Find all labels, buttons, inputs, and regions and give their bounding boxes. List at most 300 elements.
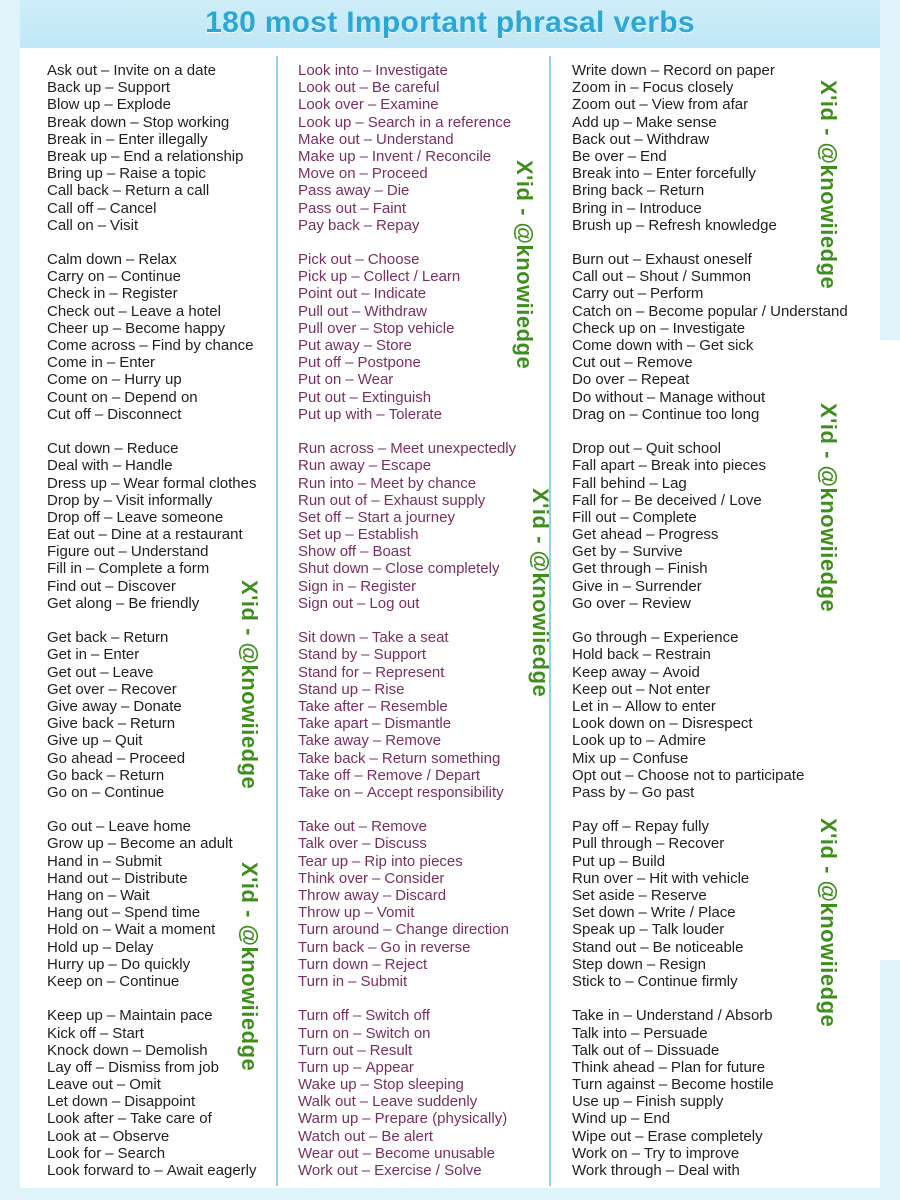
dash-separator: – [91,783,101,801]
dash-separator: – [112,457,122,475]
phrasal-verb-entry [47,114,257,131]
verb-meaning: Return [659,182,705,200]
verb-meaning: Take a seat [371,629,449,647]
phrasal-verb: Mix up [572,749,617,767]
verb-meaning: Register [121,285,178,303]
phrasal-verb-entry [572,182,848,199]
phrasal-verb-entry [572,96,848,113]
phrasal-verb: Turn in [298,972,345,990]
phrasal-verb-entry [298,114,516,131]
verb-meaning: Repay [376,216,420,234]
phrasal-verb: Turn on [298,1024,350,1042]
verb-meaning: Continue [120,268,181,286]
dash-separator: – [650,663,659,681]
verb-meaning: Become hostile [671,1076,774,1094]
verb-meaning: Search in a reference [367,113,512,131]
phrasal-verb: Pick out [298,251,352,269]
phrasal-verb: Work on [572,1144,628,1162]
phrasal-verb: Make up [298,147,356,165]
phrasal-verb: Break down [47,113,127,131]
phrasal-verb: Bring in [572,199,623,217]
dash-separator: – [360,1076,369,1094]
dash-separator: – [111,371,121,389]
phrasal-verb-entry [47,698,257,715]
phrasal-verb-entry [298,956,516,973]
verb-meaning: Be friendly [128,594,200,612]
verb-meaning: Enter illegally [118,130,208,148]
phrasal-verb-entry [298,131,516,148]
phrasal-verb-entry [47,475,257,492]
dash-separator: – [643,165,652,183]
phrasal-verb: Pass away [298,182,371,200]
dash-separator: – [108,680,117,698]
phrasal-verb: Opt out [572,766,622,784]
phrasal-verb: Stand out [572,938,637,956]
dash-separator: – [352,302,361,320]
dash-separator: – [625,972,634,990]
phrasal-verb-entry [298,354,516,371]
verb-meaning: Meet unexpectedly [390,440,517,458]
dash-separator: – [118,302,127,320]
phrasal-verb: Fall apart [572,457,635,475]
phrasal-verb-entry [298,1128,516,1145]
verb-meaning: Visit [110,216,139,234]
dash-separator: – [359,629,368,647]
verb-group [572,1007,848,1179]
phrasal-verb: Come across [47,337,136,354]
phrasal-verb-entry [47,320,257,337]
verb-meaning: Enter [119,354,156,372]
phrasal-verb: Lay off [47,1058,92,1076]
verb-meaning: Escape [381,457,432,475]
phrasal-verb: Drop off [47,508,101,526]
verb-meaning: Maintain pace [119,1007,213,1025]
dash-separator: – [642,646,652,664]
dash-separator: – [372,869,381,887]
phrasal-verb: Pull over [298,319,357,337]
phrasal-verb: Do without [572,388,643,406]
dash-separator: – [106,766,116,784]
verb-meaning: Resemble [380,697,448,715]
verb-meaning: Remove [385,732,442,750]
phrasal-verb-entry [298,182,516,199]
verb-meaning: Experience [663,629,739,647]
verb-meaning: Omit [129,1076,161,1094]
phrasal-verb-entry [298,1162,516,1179]
phrasal-verb: Take back [298,749,366,767]
dash-separator: – [345,371,354,389]
verb-meaning: Cancel [109,199,157,217]
verb-meaning: Leave home [108,818,191,836]
verb-group [47,818,257,990]
dash-separator: – [106,354,116,372]
phrasal-verb-entry [47,595,257,612]
phrasal-verb: Look at [47,1127,97,1145]
verb-meaning: Recover [120,680,177,698]
phrasal-verb-entry [572,509,848,526]
phrasal-verb-entry [298,526,516,543]
phrasal-verb-entry [298,303,516,320]
phrasal-verb: Dress up [47,474,108,492]
dash-separator: – [622,818,631,836]
phrasal-verb: Hand out [47,869,108,887]
dash-separator: – [105,79,114,97]
phrasal-verb: Take on [298,783,351,801]
phrasal-verb: Fall behind [572,474,646,492]
watermark-5: X'id - @knowiiedge [816,80,841,290]
phrasal-verb: Break into [572,165,640,183]
verb-meaning: Quit school [645,440,721,458]
dash-separator: – [126,251,135,269]
phrasal-verb: Run away [298,457,365,475]
phrasal-verb: Stick to [572,972,622,990]
phrasal-verb: Keep out [572,680,633,698]
verb-meaning: Represent [375,663,445,681]
verb-meaning: Talk louder [651,921,725,939]
phrasal-verb: Talk into [572,1024,628,1042]
verb-meaning: Log out [369,594,420,612]
dash-separator: – [640,938,649,956]
dash-separator: – [628,371,637,389]
verb-meaning: Reserve [650,887,707,904]
phrasal-verb: Cheer up [47,319,109,337]
verb-meaning: Withdraw [364,302,427,320]
watermark-7: X'id - @knowiiedge [816,818,841,1028]
phrasal-verb-entry [572,1093,848,1110]
phrasal-verb-entry [572,560,848,577]
phrasal-verb-entry [47,371,257,388]
phrasal-verb-entry [298,698,516,715]
phrasal-verb: Think ahead [572,1058,655,1076]
verb-meaning: Return a call [125,182,210,200]
phrasal-verb-entry [298,148,516,165]
dash-separator: – [107,835,117,853]
phrasal-verb: Eat out [47,526,95,544]
phrasal-verb: Move on [298,165,356,183]
phrasal-verb-entry [47,904,257,921]
phrasal-verb-entry [298,664,516,681]
phrasal-verb-entry [298,939,516,956]
phrasal-verb: Take after [298,697,364,715]
phrasal-verb: Calm down [47,251,123,269]
dash-separator: – [116,1076,126,1094]
phrasal-verb: Turn back [298,938,365,956]
dash-separator: – [620,749,629,767]
phrasal-verb: Warm up [298,1110,359,1128]
phrasal-verb: Go through [572,629,648,647]
phrasal-verb: Speak up [572,921,636,939]
phrasal-verb-entry [572,79,848,96]
phrasal-verb: Come down with [572,337,683,354]
phrasal-verb-entry [47,389,257,406]
dash-separator: – [649,474,658,492]
dash-separator: – [367,697,377,715]
verb-meaning: Proceed [371,165,428,183]
verb-meaning: Wait [120,887,150,904]
dash-separator: – [619,852,628,870]
dash-separator: – [105,1144,114,1162]
dash-separator: – [108,955,117,973]
verb-meaning: Continue [104,783,165,801]
phrasal-verb-entry [572,904,848,921]
dash-separator: – [349,388,358,406]
phrasal-verb-entry [298,887,516,904]
phrasal-verb-entry [572,406,848,423]
phrasal-verb: Burn out [572,251,629,269]
phrasal-verb-entry [298,784,516,801]
dash-separator: – [348,972,357,990]
verb-group [298,818,516,990]
phrasal-verb-entry [572,853,848,870]
dash-separator: – [655,560,664,578]
phrasal-verb-entry [572,1042,848,1059]
phrasal-verb: Point out [298,285,358,303]
phrasal-verb: Pay back [298,216,360,234]
phrasal-verb: Look out [298,79,356,97]
dash-separator: – [658,1058,667,1076]
phrasal-verb-entry [572,268,848,285]
verb-group [572,440,848,612]
dash-separator: – [116,594,125,612]
phrasal-verb-entry [572,217,848,234]
phrasal-verb: Hold back [572,646,639,664]
phrasal-verb-entry [572,818,848,835]
phrasal-verb: Add up [572,113,620,131]
verb-meaning: Meet by chance [370,474,477,492]
verb-meaning: Become unusable [374,1144,496,1162]
phrasal-verb-entry [298,389,516,406]
phrasal-verb: Get along [47,594,113,612]
dash-separator: – [109,285,118,303]
phrasal-verb: Take in [572,1007,620,1025]
dash-separator: – [102,921,112,939]
dash-separator: – [621,491,631,509]
dash-separator: – [121,697,130,715]
dash-separator: – [111,474,120,492]
phrasal-verb: Go ahead [47,749,113,767]
verb-meaning: Dismantle [384,715,452,733]
verb-meaning: Be deceived / Love [634,491,762,509]
verb-meaning: Result [369,1041,413,1059]
phrasal-verb: Wipe out [572,1127,632,1145]
dash-separator: – [94,405,104,423]
dash-separator: – [644,1041,653,1059]
phrasal-verb-entry [572,354,848,371]
verb-group [572,629,848,801]
verb-meaning: Progress [658,526,719,544]
verb-meaning: Register [360,577,417,595]
dash-separator: – [106,1007,116,1025]
verb-meaning: Stop vehicle [372,319,455,337]
dash-separator: – [362,1144,371,1162]
phrasal-verb-entry [572,62,848,79]
dash-separator: – [347,577,357,595]
dash-separator: – [108,268,117,286]
verb-meaning: Shout / Summon [639,268,751,286]
phrasal-verb: Pull through [572,835,653,853]
dash-separator: – [104,96,113,114]
phrasal-verb: Bring up [47,165,103,183]
phrasal-verb: Zoom out [572,96,636,114]
verb-meaning: Disrespect [681,715,753,733]
verb-meaning: Resign [659,955,706,973]
phrasal-verb-entry [47,578,257,595]
verb-meaning: Withdraw [646,130,710,148]
verb-meaning: Remove [636,354,693,372]
verb-meaning: Visit informally [115,491,213,509]
phrasal-verb: Let in [572,697,609,715]
verb-meaning: Wear formal clothes [123,474,257,492]
phrasal-verb-entry [572,1076,848,1093]
dash-separator: – [368,938,377,956]
verb-meaning: Return something [381,749,501,767]
phrasal-verb: Tear up [298,852,349,870]
dash-separator: – [359,165,368,183]
verb-group [47,1007,257,1179]
dash-separator: – [361,285,370,303]
verb-meaning: Break into pieces [650,457,766,475]
phrasal-verb-entry [47,870,257,887]
phrasal-verb-entry [298,320,516,337]
phrasal-verb: Turn against [572,1076,655,1094]
phrasal-verb-entry [572,131,848,148]
dash-separator: – [362,835,371,853]
dash-separator: – [354,783,363,801]
phrasal-verb-entry [298,870,516,887]
verb-meaning: Avoid [662,663,700,681]
verb-meaning: End [643,1110,671,1128]
phrasal-verb-entry [47,303,257,320]
phrasal-verb: Pass by [572,783,626,801]
phrasal-verb-entry [47,543,257,560]
dash-separator: – [359,79,368,97]
phrasal-verb: Hold up [47,938,99,956]
phrasal-verb: Give away [47,697,118,715]
phrasal-verb-entry [298,251,516,268]
phrasal-verb-entry [47,148,257,165]
dash-separator: – [98,526,107,544]
dash-separator: – [377,440,387,458]
phrasal-verb-entry [47,1093,257,1110]
phrasal-verb-entry [47,956,257,973]
phrasal-verb-entry [572,1128,848,1145]
dash-separator: – [626,199,636,217]
verb-meaning: Complete a form [98,560,210,578]
phrasal-verb-entry [298,578,516,595]
phrasal-verb-entry [47,1128,257,1145]
phrasal-verb-entry [47,629,257,646]
dash-separator: – [99,1024,109,1042]
phrasal-verb: Take off [298,766,351,784]
dash-separator: – [353,1024,362,1042]
verb-meaning: Allow to enter [625,697,716,715]
verb-meaning: Reduce [126,440,179,458]
dash-separator: – [630,79,639,97]
phrasal-verb: Turn down [298,955,369,973]
phrasal-verb-entry [47,887,257,904]
phrasal-verb-entry [572,1162,848,1179]
phrasal-verb: Set up [298,526,342,544]
phrasal-verb: Drop by [47,491,100,509]
phrasal-verb: Run into [298,474,354,492]
phrasal-verb-entry [47,492,257,509]
phrasal-verb: Get through [572,560,652,578]
column-divider-1 [276,56,278,1186]
verb-meaning: Investigate [672,319,746,337]
phrasal-verb-entry [572,681,848,698]
verb-group [572,251,848,423]
verb-meaning: Write / Place [650,904,736,922]
phrasal-verb-entry [298,440,516,457]
verb-meaning: Support [117,79,171,97]
phrasal-verb-entry [298,921,516,938]
verb-meaning: Review [641,594,691,612]
phrasal-verb: Put out [298,388,346,406]
verb-meaning: Be careful [371,79,440,97]
phrasal-verb: Take out [298,818,355,836]
dash-separator: – [639,921,648,939]
verb-meaning: Accept responsibility [366,783,504,801]
phrasal-verb-entry [298,492,516,509]
verb-meaning: Demolish [145,1041,208,1059]
verb-meaning: Tolerate [388,405,442,423]
phrasal-verb: Pull out [298,302,349,320]
verb-group [298,1007,516,1179]
phrasal-verb: Run out of [298,491,368,509]
verb-meaning: Return [119,766,165,784]
verb-meaning: Start a journey [357,508,455,526]
phrasal-verb: Get back [47,629,108,647]
verb-meaning: Recover [668,835,725,853]
dash-separator: – [154,1162,163,1179]
dash-separator: – [363,216,373,234]
phrasal-verb-entry [298,62,516,79]
verb-meaning: Deal with [678,1162,740,1179]
phrasal-verb-entry [298,217,516,234]
phrasal-verb: Keep on [47,972,103,990]
column-3 [572,62,848,1196]
phrasal-verb-entry [298,715,516,732]
phrasal-verb: Use up [572,1093,620,1111]
verb-meaning: Plan for future [670,1058,766,1076]
dash-separator: – [622,577,632,595]
verb-meaning: Start [112,1024,144,1042]
dash-separator: – [624,354,633,372]
phrasal-verb-entry [47,664,257,681]
phrasal-verb: Hang out [47,904,108,922]
verb-meaning: Disconnect [107,405,182,423]
phrasal-verb: Look forward to [47,1162,151,1179]
verb-meaning: Establish [357,526,419,544]
phrasal-verb: Give up [47,732,99,750]
verb-meaning: Become popular / Understand [648,302,848,320]
dash-separator: – [359,1093,369,1111]
dash-separator: – [103,491,112,509]
verb-meaning: Await eagerly [166,1162,257,1179]
dash-separator: – [631,1110,640,1128]
dash-separator: – [367,96,377,114]
page-title: 180 most Important phrasal verbs [205,6,695,39]
phrasal-verb-entry [572,371,848,388]
dash-separator: – [106,165,116,183]
dash-separator: – [639,96,648,114]
dash-separator: – [111,904,121,922]
dash-separator: – [658,1076,668,1094]
phrasal-verb-entry [298,509,516,526]
verb-meaning: Distribute [124,869,188,887]
verb-meaning: Invent / Reconcile [371,147,492,165]
dash-separator: – [106,972,116,990]
